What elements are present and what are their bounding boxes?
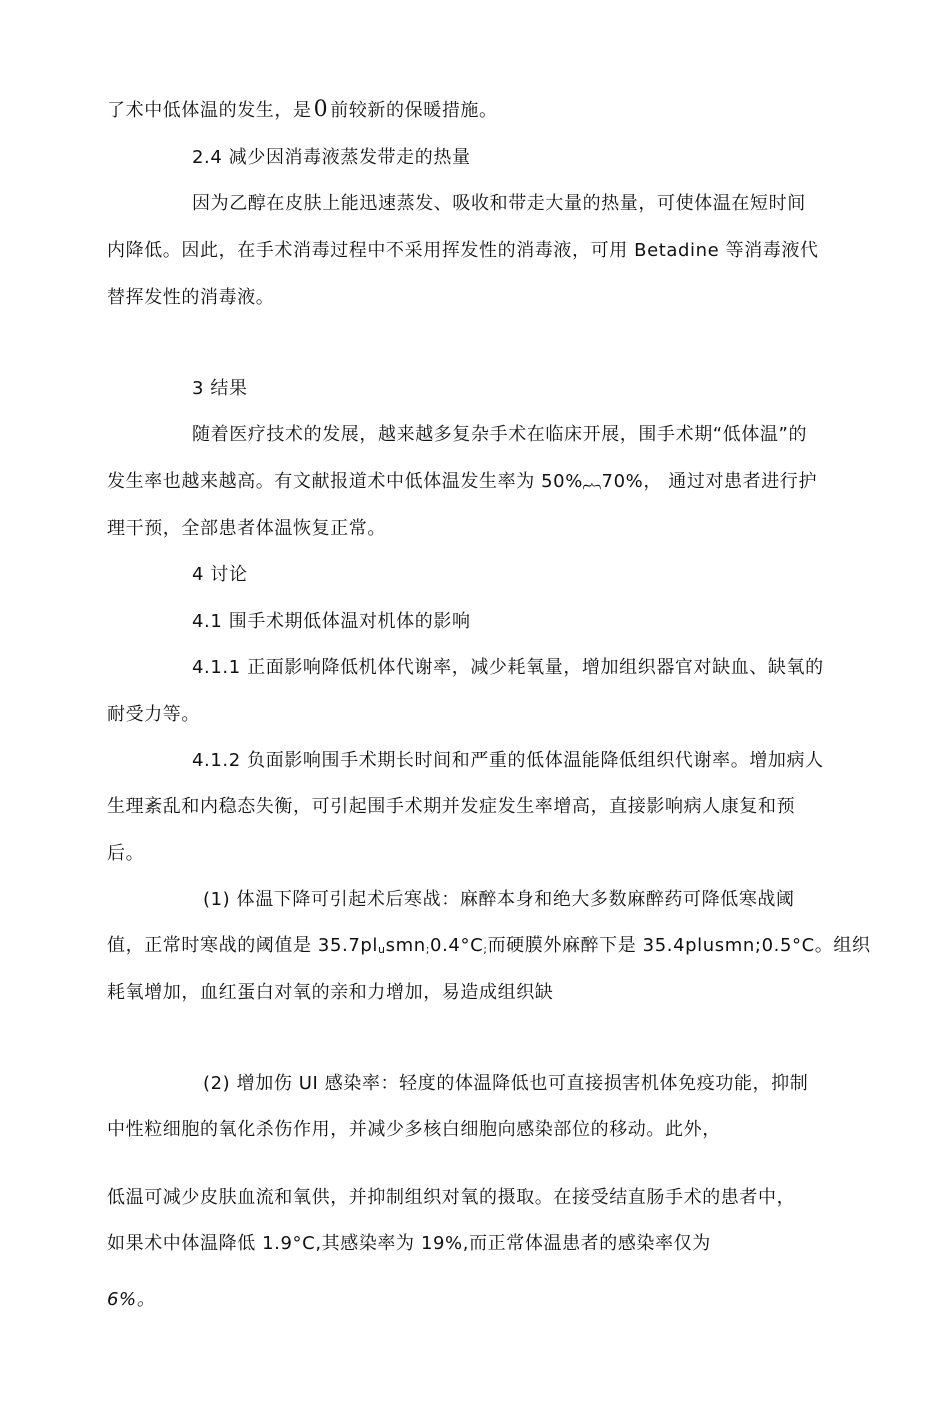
- paragraph-line: 后。: [107, 843, 145, 864]
- paragraph-line: 内降低。因此，在手术消毒过程中不采用挥发性的消毒液，可用 Betadine 等消毒液代: [107, 240, 819, 261]
- list-item-line: (2) 增加伤 UI 感染率：轻度的体温降低也可直接损害机体免疫功能，抑制: [203, 1073, 809, 1094]
- text-run: ;: [425, 943, 431, 956]
- list-item-line: (1) 体温下降可引起术后寒战：麻醉本身和绝大多数麻醉药可降低寒战阈: [203, 889, 795, 910]
- paragraph-line: 6%。: [107, 1289, 156, 1310]
- paragraph-line: 理干预，全部患者体温恢复正常。: [107, 518, 386, 539]
- paragraph-line: 耐受力等。: [107, 704, 200, 725]
- paragraph-line: 4.1.1 正面影响降低机体代谢率，减少耗氧量，增加组织器官对缺血、缺氧的: [192, 657, 824, 678]
- paragraph-line: 发生率也越来越高。有文献报道术中低体温发生率为 50%︷70%， 通过对患者进行护: [107, 471, 818, 492]
- text-run: 0: [313, 97, 329, 122]
- text-run: 而硬膜外麻醉下是 35.4plusmn;0.5°C。组织: [487, 935, 871, 956]
- paragraph-line: 如果术中体温降低 1.9°C,其感染率为 19%,而正常体温患者的感染率仅为: [107, 1233, 711, 1254]
- text-run: 前较新的保暖措施。: [330, 100, 498, 121]
- subsection-heading: 4.1 围手术期低体温对机体的影响: [192, 611, 471, 632]
- paragraph-line: 4.1.2 负面影响围手术期长时间和严重的低体温能降低组织代谢率。增加病人: [192, 750, 824, 771]
- text-run: 值，正常时寒战的阈值是 35.7pl: [107, 935, 379, 956]
- paragraph-line: [107, 933, 871, 963]
- paragraph-line: 随着医疗技术的发展，越来越多复杂手术在临床开展，围手术期“低体温”的: [192, 424, 808, 445]
- text-run: ;: [483, 943, 488, 956]
- section-heading: 4 讨论: [192, 564, 248, 585]
- paragraph-line: 替挥发性的消毒液。: [107, 287, 275, 308]
- text-run: 0.4°C: [430, 935, 484, 956]
- section-heading: 3 结果: [192, 378, 248, 399]
- paragraph-line: 耗氧增加，血红蛋白对氧的亲和力增加，易造成组织缺: [107, 982, 554, 1003]
- text-run: u: [378, 943, 386, 956]
- text-run: 了术中低体温的发生，是: [107, 100, 312, 121]
- section-heading: 2.4 减少因消毒液蒸发带走的热量: [192, 147, 471, 168]
- paragraph-line: 因为乙醇在皮肤上能迅速蒸发、吸收和带走大量的热量，可使体温在短时间: [192, 193, 806, 214]
- paragraph-line: 低温可减少皮肤血流和氧供，并抑制组织对氧的摄取。在接受结直肠手术的患者中，: [107, 1187, 796, 1208]
- paragraph-line: 生理紊乱和内稳态失衡，可引起围手术期并发症发生率增高，直接影响病人康复和预: [107, 796, 796, 817]
- paragraph-line: 中性粒细胞的氧化杀伤作用，并减少多核白细胞向感染部位的移动。此外，: [107, 1119, 721, 1140]
- text-run: smn: [385, 935, 426, 956]
- paragraph-line: [107, 97, 498, 124]
